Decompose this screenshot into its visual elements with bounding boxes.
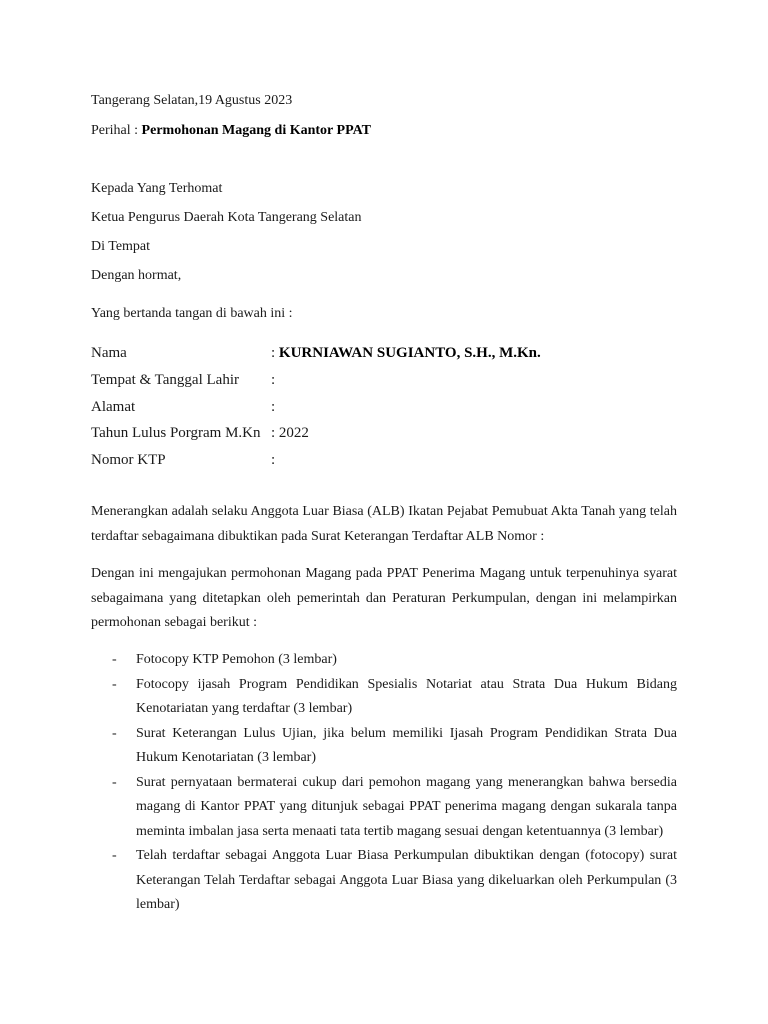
- membership-paragraph: Menerangkan adalah selaku Anggota Luar Biasa (ALB) Ikatan Pejabat Pemubuat Akta Tanah yang telah terdaftar sebagaimana dibuktikan pada Surat Keterangan Terdaftar ALB Nomor :: [91, 504, 677, 544]
- identity-separator: :: [271, 452, 276, 468]
- list-item-text: Fotocopy KTP Pemohon (3 lembar): [136, 652, 337, 667]
- identity-separator: :: [271, 345, 279, 361]
- bullet-dash: -: [112, 848, 117, 863]
- identity-value: [271, 343, 541, 363]
- recipient-intro: Kepada Yang Terhomat: [91, 181, 223, 196]
- identity-label: Tempat & Tanggal Lahir: [91, 372, 239, 388]
- list-item: [91, 771, 677, 845]
- list-item: [91, 673, 677, 722]
- identity-value: [271, 370, 275, 390]
- identity-value: [271, 423, 309, 443]
- identity-separator: :: [271, 372, 276, 388]
- bullet-dash: -: [112, 676, 117, 692]
- identity-label: Nama: [91, 345, 127, 361]
- subject-title: Permohonan Magang di Kantor PPAT: [141, 123, 371, 138]
- list-item-text: Surat Keterangan Lulus Ujian, jika belum memiliki Ijasah Program Pendidikan Strata Dua Hukum Kenotariatan (3 lembar): [136, 725, 677, 765]
- identity-value: [271, 397, 275, 417]
- request-paragraph: Dengan ini mengajukan permohonan Magang pada PPAT Penerima Magang untuk terpenuhinya syarat sebagaimana yang ditetapkan oleh pemerintah dan Peraturan Perkumpulan, dengan ini melampirkan permohonan sebagai berikut :: [91, 566, 677, 630]
- identity-value: [271, 450, 275, 470]
- bullet-dash: -: [112, 774, 117, 790]
- place-date: Tangerang Selatan,19 Agustus 2023: [91, 93, 293, 108]
- applicant-name: KURNIAWAN SUGIANTO, S.H., M.Kn.: [278, 345, 541, 361]
- attachment-list: [91, 648, 677, 918]
- identity-label: Nomor KTP: [91, 452, 166, 468]
- undersigned-intro: Yang bertanda tangan di bawah ini :: [91, 306, 293, 321]
- recipient-name: Ketua Pengurus Daerah Kota Tangerang Selatan: [91, 210, 362, 225]
- identity-field-value: 2022: [278, 425, 309, 441]
- bullet-dash: -: [112, 652, 117, 667]
- identity-separator: :: [271, 425, 279, 441]
- greeting: Dengan hormat,: [91, 268, 182, 283]
- subject-label: Perihal :: [91, 123, 142, 138]
- identity-label: Tahun Lulus Porgram M.Kn: [91, 425, 261, 441]
- bullet-dash: -: [112, 725, 117, 741]
- list-item: [91, 722, 677, 771]
- list-item-text: Surat pernyataan bermaterai cukup dari pemohon magang yang menerangkan bahwa bersedia magang di Kantor PPAT yang ditunjuk sebagai PPAT penerima magang dengan sukarala tanpa meminta imbalan jasa serta menaati tata tertib magang sesuai dengan ketentuannya (3 lembar): [136, 774, 677, 839]
- list-item: [91, 648, 677, 673]
- list-item: [91, 844, 677, 918]
- list-item-text: Telah terdaftar sebagai Anggota Luar Biasa Perkumpulan dibuktikan dengan (fotocopy) surat Keterangan Telah Terdaftar sebagai Anggota Luar Biasa yang dikeluarkan oleh Perkumpulan (3 lembar): [136, 848, 677, 912]
- recipient-place: Di Tempat: [91, 239, 151, 254]
- identity-separator: :: [271, 399, 276, 415]
- list-item-text: Fotocopy ijasah Program Pendidikan Spesialis Notariat atau Strata Dua Hukum Bidang Kenotariatan yang terdaftar (3 lembar): [136, 676, 677, 716]
- identity-label: Alamat: [91, 399, 136, 415]
- subject-line: [91, 122, 371, 140]
